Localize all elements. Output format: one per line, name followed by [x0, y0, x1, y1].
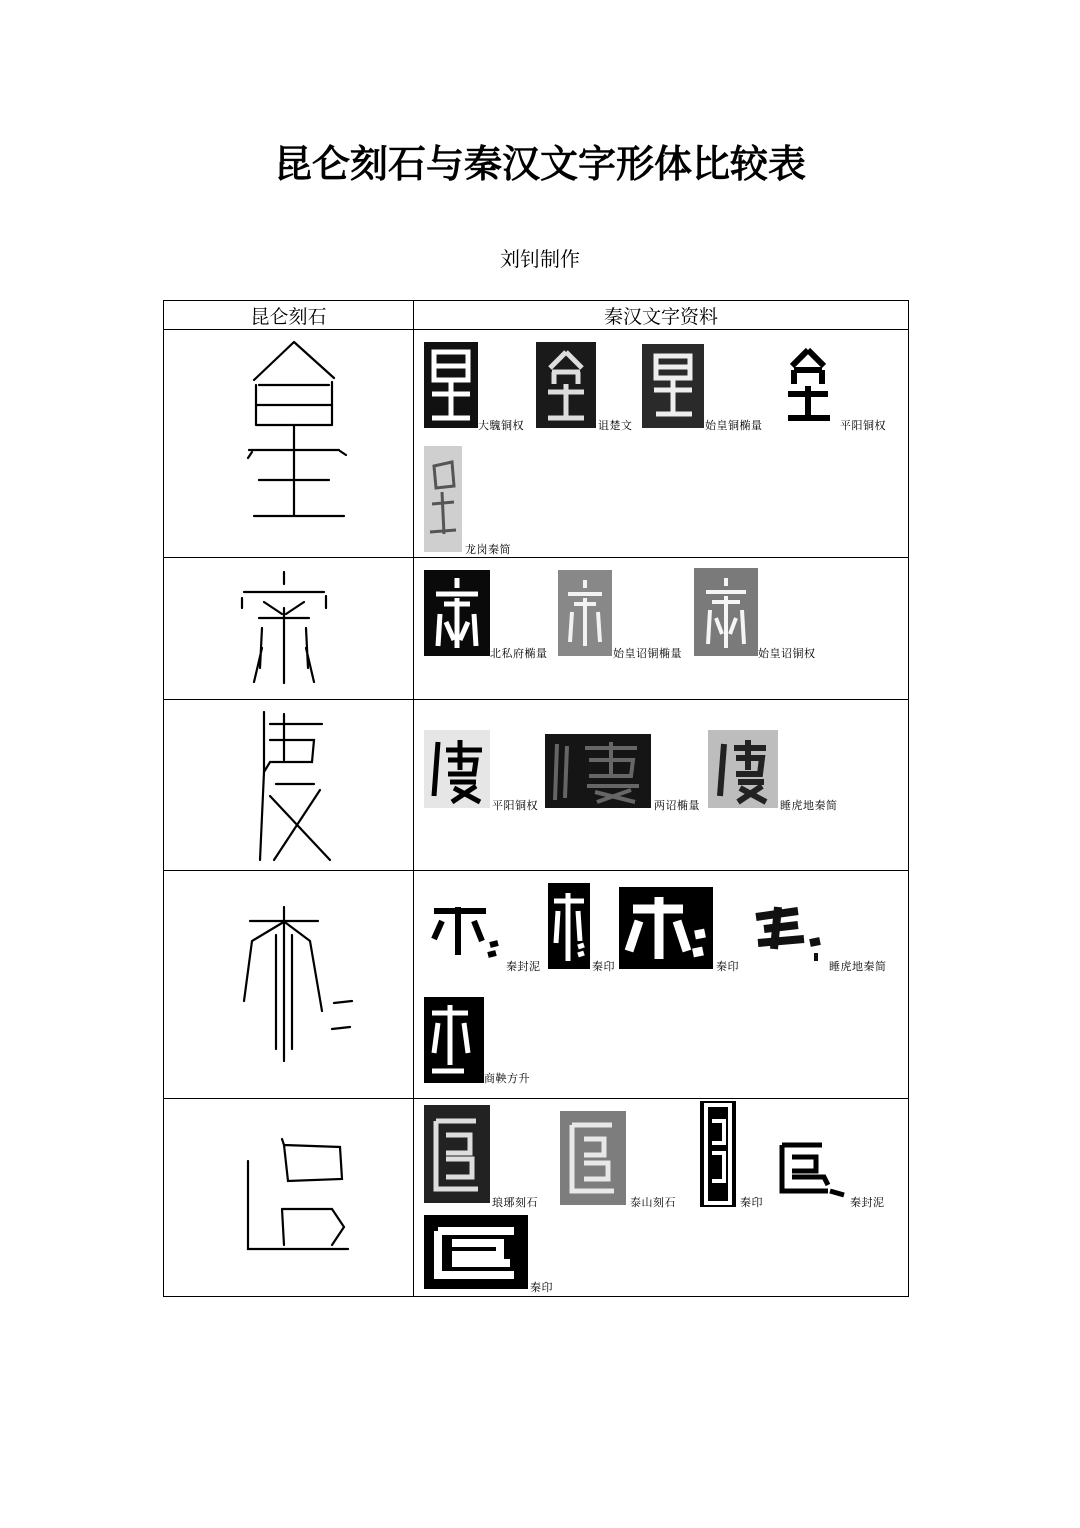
- rubbing-image: [560, 1111, 626, 1205]
- rubbing-image: [642, 344, 704, 428]
- table-row: [164, 871, 909, 1099]
- rubbing-image: [424, 446, 462, 552]
- source-label: 秦印: [592, 960, 615, 973]
- table-row: [164, 330, 909, 558]
- source-label: 两诏椭量: [654, 799, 700, 812]
- rubbing-image: [424, 1105, 490, 1203]
- source-label: 始皇诏铜权: [758, 647, 816, 660]
- table-row: [164, 700, 909, 871]
- source-label: 诅楚文: [598, 419, 633, 432]
- kunlun-glyph-di: [164, 558, 414, 700]
- rubbing-image: [619, 887, 713, 969]
- samples-cell: [414, 330, 909, 558]
- rubbing-image: [424, 1215, 528, 1289]
- comparison-table: [163, 300, 909, 1297]
- source-label: 秦印: [740, 1196, 763, 1209]
- rubbing-image: [708, 730, 778, 808]
- rubbing-image: [424, 570, 490, 656]
- rubbing-image: [424, 730, 490, 808]
- source-label: 始皇诏铜椭量: [613, 647, 682, 660]
- header-kunlun-stone: 昆仑刻石: [164, 301, 414, 330]
- source-label: 秦封泥: [506, 960, 541, 973]
- kunlun-glyph-huang: [164, 330, 414, 558]
- kunlun-glyph-cell: [164, 1099, 414, 1297]
- header-row: [164, 301, 909, 330]
- source-label: 睡虎地秦简: [780, 799, 838, 812]
- rubbing-image: [424, 899, 504, 963]
- rubbing-image: [424, 342, 478, 428]
- rubbing-image: [536, 342, 596, 428]
- kunlun-glyph-cell: [164, 871, 414, 1099]
- source-label: 睡虎地秦简: [829, 960, 887, 973]
- rubbing-image: [780, 342, 836, 428]
- kunlun-glyph-cell: [164, 330, 414, 558]
- source-label: 秦印: [716, 960, 739, 973]
- kunlun-glyph-shi: [164, 700, 414, 871]
- page-title: 昆仑刻石与秦汉文字形体比较表: [273, 142, 806, 186]
- source-label: 北私府椭量: [490, 647, 548, 660]
- rubbing-image: [558, 570, 612, 656]
- samples-cell: [414, 700, 909, 871]
- source-label: 平阳铜权: [492, 799, 538, 812]
- rubbing-image: [700, 1101, 736, 1207]
- kunlun-glyph-chen: [164, 1099, 414, 1297]
- kunlun-glyph-lai: [164, 871, 414, 1099]
- author-credit: 刘钊制作: [500, 247, 580, 271]
- kunlun-glyph-cell: [164, 700, 414, 871]
- rubbing-image: [694, 568, 758, 656]
- rubbing-image: [774, 1133, 850, 1205]
- samples-cell: [414, 558, 909, 700]
- source-label: 琅琊刻石: [492, 1196, 538, 1209]
- rubbing-image: [424, 997, 484, 1083]
- samples-cell: [414, 871, 909, 1099]
- kunlun-glyph-cell: [164, 558, 414, 700]
- table-row: [164, 1099, 909, 1297]
- source-label: 泰山刻石: [630, 1196, 676, 1209]
- samples-cell: [414, 1099, 909, 1297]
- source-label: 大騩铜权: [478, 419, 524, 432]
- source-label: 平阳铜权: [840, 419, 886, 432]
- source-label: 秦封泥: [850, 1196, 885, 1209]
- rubbing-image: [748, 899, 828, 969]
- rubbing-image: [548, 883, 590, 969]
- source-label: 始皇铜椭量: [705, 419, 763, 432]
- table-row: [164, 558, 909, 700]
- source-label: 秦印: [530, 1281, 553, 1294]
- source-label: 龙岗秦简: [465, 543, 511, 556]
- source-label: 商鞅方升: [484, 1072, 530, 1085]
- header-qin-han-material: 秦汉文字资料: [414, 301, 909, 330]
- rubbing-image: [545, 734, 651, 808]
